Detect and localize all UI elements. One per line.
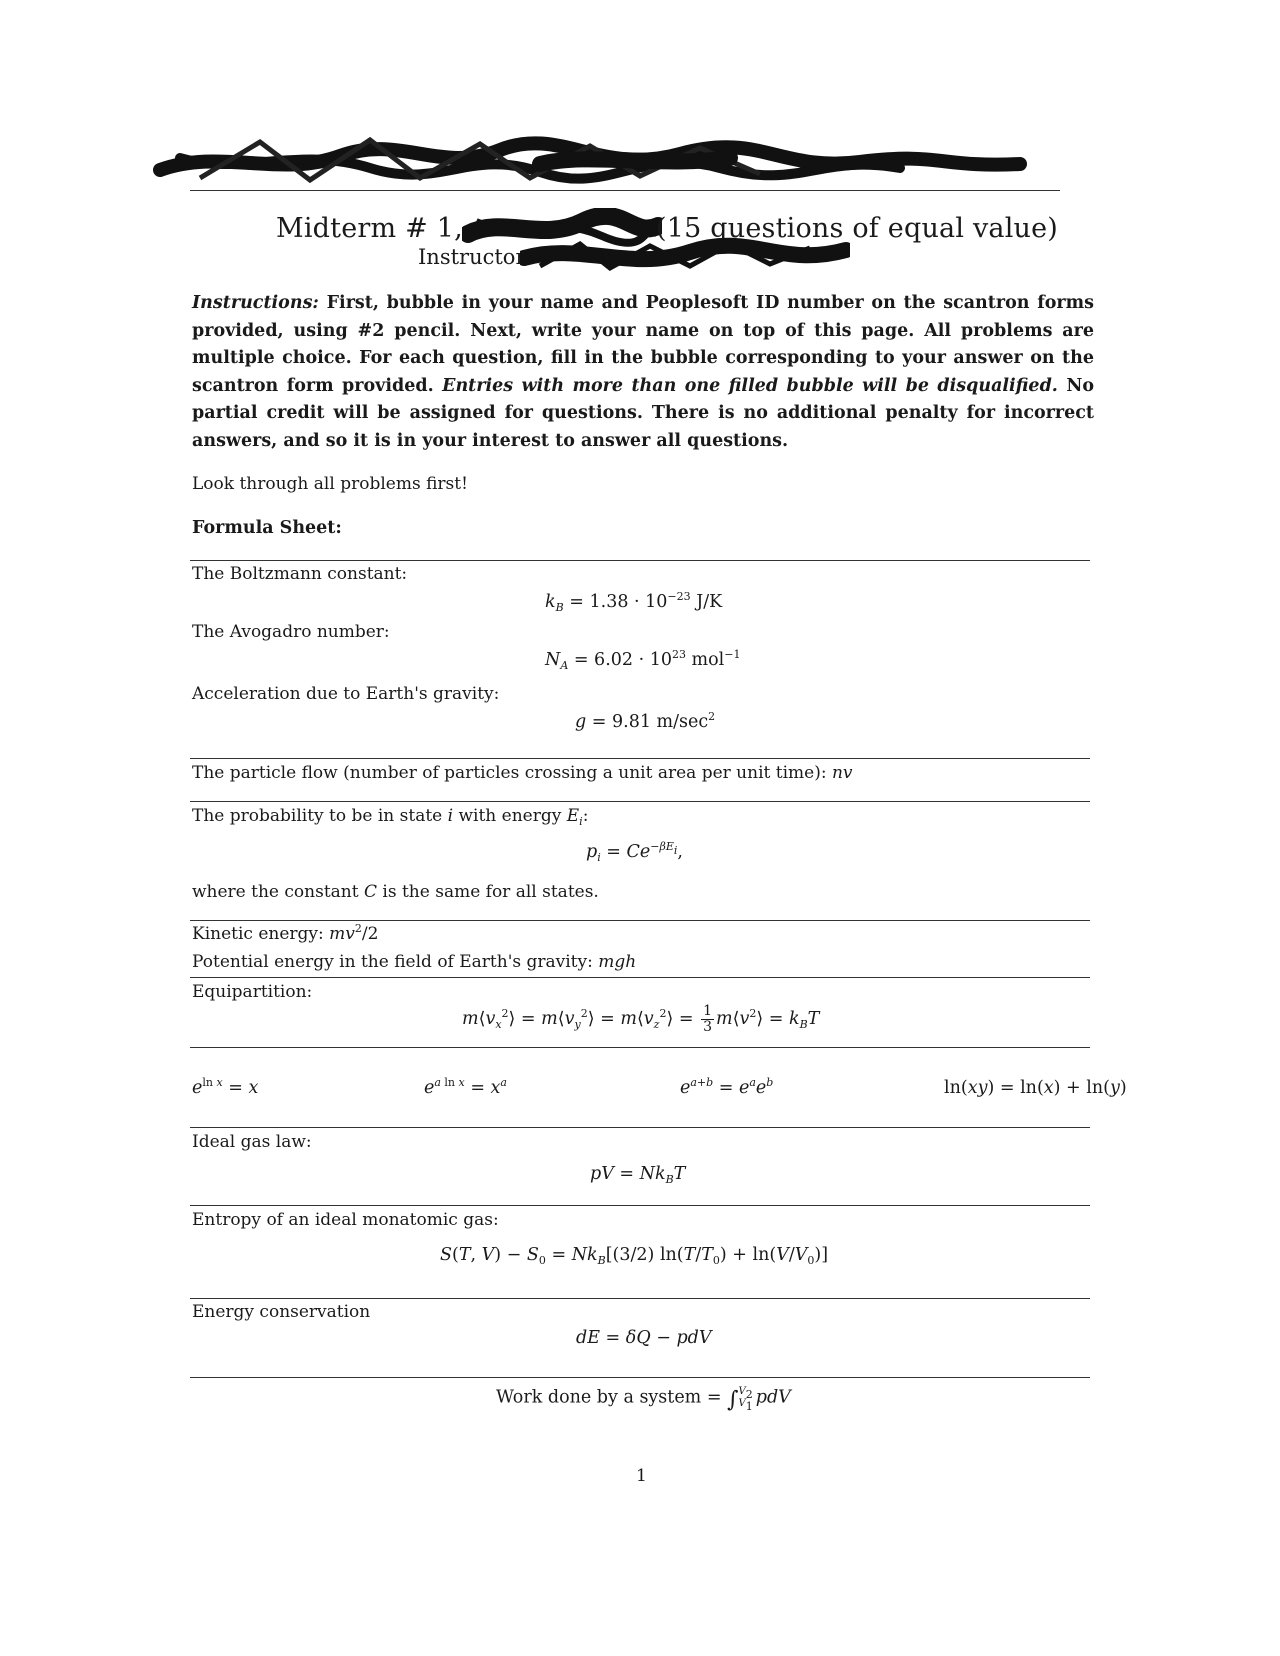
page-number: 1 — [636, 1466, 647, 1486]
look-through-note: Look through all problems first! — [192, 474, 468, 494]
exam-subtitle: (15 questions of equal value) — [656, 213, 1059, 244]
rule-3 — [190, 801, 1090, 802]
instructors-label: Instructors — [418, 245, 537, 269]
probability-formula: $p_i = Ce^{-\beta E_i}$, — [586, 840, 683, 864]
kinetic-energy-label: Kinetic energy: $mv^2/2$ — [192, 922, 379, 944]
instructions-text-1: First, bubble in your name and Peoplesoft ID number on the scantron forms provided, using #2 pencil. Next, write your name on top of this page. All problems are multiple choice. For each question, fill in the bubble corresponding to your answer on the scantron form provided. — [192, 293, 1094, 396]
rule-9 — [190, 1298, 1090, 1299]
potential-energy-label: Potential energy in the field of Earth's gravity: mgh — [192, 952, 637, 972]
probability-note: where the constant C is the same for all states. — [192, 882, 599, 902]
particle-flow-label: The particle flow (number of particles crossing a unit area per unit time): nv — [192, 763, 853, 783]
formula-sheet-title: Formula Sheet: — [192, 518, 342, 538]
avogadro-label: The Avogadro number: — [192, 622, 390, 642]
ideal-gas-formula: pV = $Nk_BT$ — [590, 1164, 686, 1186]
redacted-instructors-scribble — [520, 234, 850, 276]
boltzmann-formula: $k_B = 1.38 \cdot 10^{-23}$ J/K — [545, 590, 723, 614]
entropy-formula: S(T, $V) - S_0 = Nk_B[(3/2) \ln(T/T_0) + \ln(V/V_0)]$ — [440, 1245, 829, 1267]
avogadro-formula: $N_A = 6.02 \cdot 10^{23}$ mol$^{-1}$ — [545, 648, 741, 672]
entropy-label: Entropy of an ideal monatomic gas: — [192, 1210, 499, 1230]
ideal-gas-label: Ideal gas law: — [192, 1132, 312, 1152]
rule-2 — [190, 758, 1090, 759]
equipartition-label: Equipartition: — [192, 982, 313, 1002]
rule-6 — [190, 1047, 1090, 1048]
identity-ln-product: ln(xy) = ln(x) + ln(y) — [944, 1078, 1127, 1098]
rule-10 — [190, 1377, 1090, 1378]
name-line — [190, 190, 1060, 191]
energy-conservation-label: Energy conservation — [192, 1302, 371, 1322]
rule-5 — [190, 977, 1090, 978]
instructions-text-2: No partial credit will be assigned for questions. There is no additional penalty for incorrect answers, and so it is in your interest to answer all questions. — [192, 375, 1094, 451]
equipartition-formula: $m⟨v_x^2⟩$ = $m⟨v_y^2⟩$ = $m⟨v_z^2⟩$ = $\frac{1}{3}$ $m⟨v^2⟩ = k_BT$ — [462, 1003, 820, 1035]
redacted-name-scribble — [140, 128, 1040, 198]
instructions-warning: Entries with more than one filled bubble will be disqualified. — [442, 375, 1058, 396]
identity-exp-aln: $e^{a ln x} = x^a$ — [424, 1076, 507, 1098]
exam-title: Midterm # 1, — [276, 213, 463, 244]
work-formula: Work done by a system = ∫ $V_2$ $V_1$ pdV — [496, 1386, 791, 1413]
instructions-label: Instructions: — [192, 293, 319, 313]
rule-8 — [190, 1205, 1090, 1206]
instructions-paragraph — [192, 290, 1094, 455]
identity-exp-ln: $e^{ln x} = x$ — [192, 1076, 259, 1098]
rule-7 — [190, 1127, 1090, 1128]
boltzmann-label: The Boltzmann constant: — [192, 564, 408, 584]
rule-4 — [190, 920, 1090, 921]
probability-label: The probability to be in state i with energy $E_i$: — [192, 806, 589, 828]
gravity-label: Acceleration due to Earth's gravity: — [192, 684, 500, 704]
energy-conservation-formula: dE = δQ − pdV — [576, 1328, 712, 1348]
rule-1 — [190, 560, 1090, 561]
identity-exp-sum: $e^{a+b} = e^ae^b$ — [680, 1076, 774, 1098]
gravity-formula: g = 9.81 $m/\sec^2$ — [575, 710, 716, 732]
